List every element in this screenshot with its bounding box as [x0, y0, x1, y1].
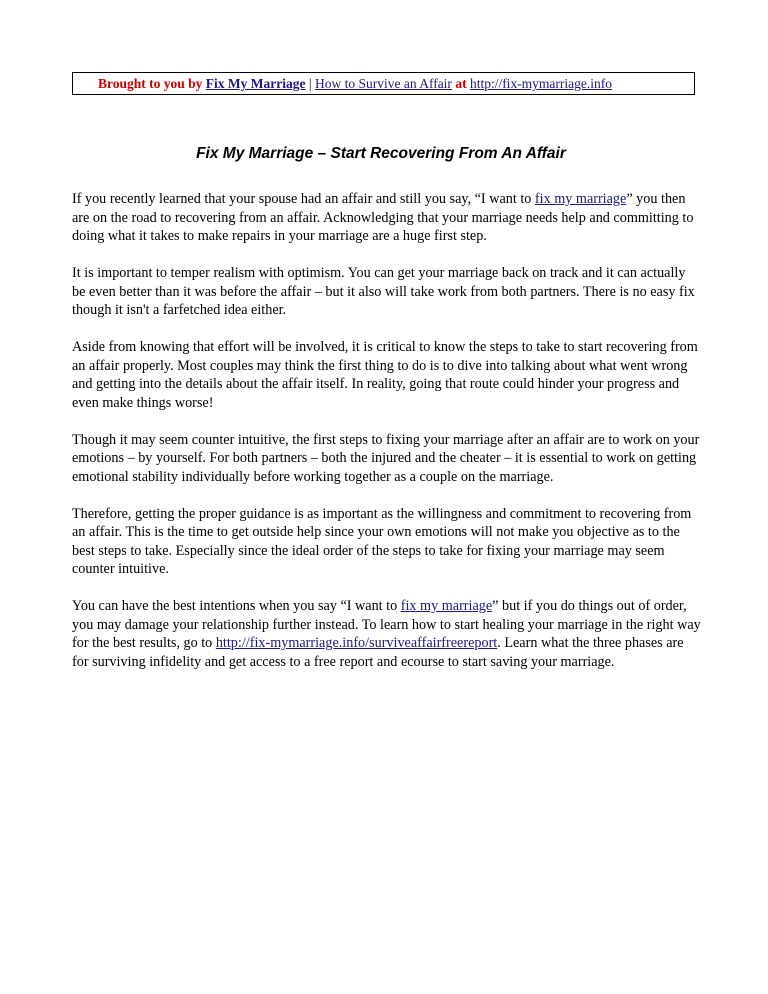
article-body	[72, 190, 702, 690]
banner-separator: |	[305, 76, 315, 91]
paragraph-2: It is important to temper realism with optimism. You can get your marriage back on track and it can actually be even better than it was before the affair – but it also will take work from both partners. There is no easy fix though it isn't a farfetched idea either.	[72, 265, 695, 318]
p6-text-middle: ” but if you do things out of order, you may damage your relationship further instead. To learn how to start healing your marriage in the right way for the best results, go to	[72, 598, 701, 651]
p6-text-before: You can have the best intentions when you say “I want to	[72, 598, 401, 614]
paragraph-1	[72, 190, 702, 246]
banner-prefix: Brought to you by	[98, 76, 203, 91]
paragraph-4: Though it may seem counter intuitive, the first steps to fixing your marriage after an affair are to work on your emotions – by yourself. For both partners – both the injured and the cheater – it is essential to work on getting emotional stability individually before working together as a couple on the marriage.	[72, 431, 700, 485]
header-banner	[72, 72, 695, 95]
p1-text-before: If you recently learned that your spouse had an affair and still you say, “I want to	[72, 191, 535, 207]
paragraph-5: Therefore, getting the proper guidance is as important as the willingness and commitment to recovering from an affair. This is the time to get outside help since your own emotions will not make you objective as to the best steps to take. Especially since the ideal order of the steps to take for fixing your marriage may seem counter intuitive.	[72, 505, 692, 577]
fix-my-marriage-link-2[interactable]: fix my marriage	[400, 598, 493, 614]
paragraph-3: Aside from knowing that effort will be involved, it is critical to know the steps to take to start recovering from an affair properly. Most couples may think the first thing to do is to dive into talking about what went wrong and getting into the details about the affair itself. In reality, going that route could hinder your progress and even make things worse!	[72, 339, 698, 411]
free-report-link[interactable]: http://fix-mymarriage.info/surviveaffairfreereport	[215, 635, 498, 651]
article-link[interactable]: How to Survive an Affair	[314, 76, 452, 91]
url-link[interactable]: http://fix-mymarriage.info	[469, 76, 613, 91]
fix-my-marriage-link-1[interactable]: fix my marriage	[534, 191, 627, 207]
p1-text-after: ” you then are on the road to recovering from an affair. Acknowledging that your marriage needs help and committing to doing what it takes to make repairs in your marriage are a huge first step.	[72, 191, 694, 244]
banner-at: at	[455, 76, 467, 91]
site-link[interactable]: Fix My Marriage	[205, 76, 306, 91]
p6-text-after: . Learn what the three phases are for surviving infidelity and get access to a free report and ecourse to start saving your marriage.	[72, 635, 684, 670]
paragraph-6	[72, 597, 702, 671]
page-title: Fix My Marriage – Start Recovering From An Affair	[196, 145, 566, 162]
